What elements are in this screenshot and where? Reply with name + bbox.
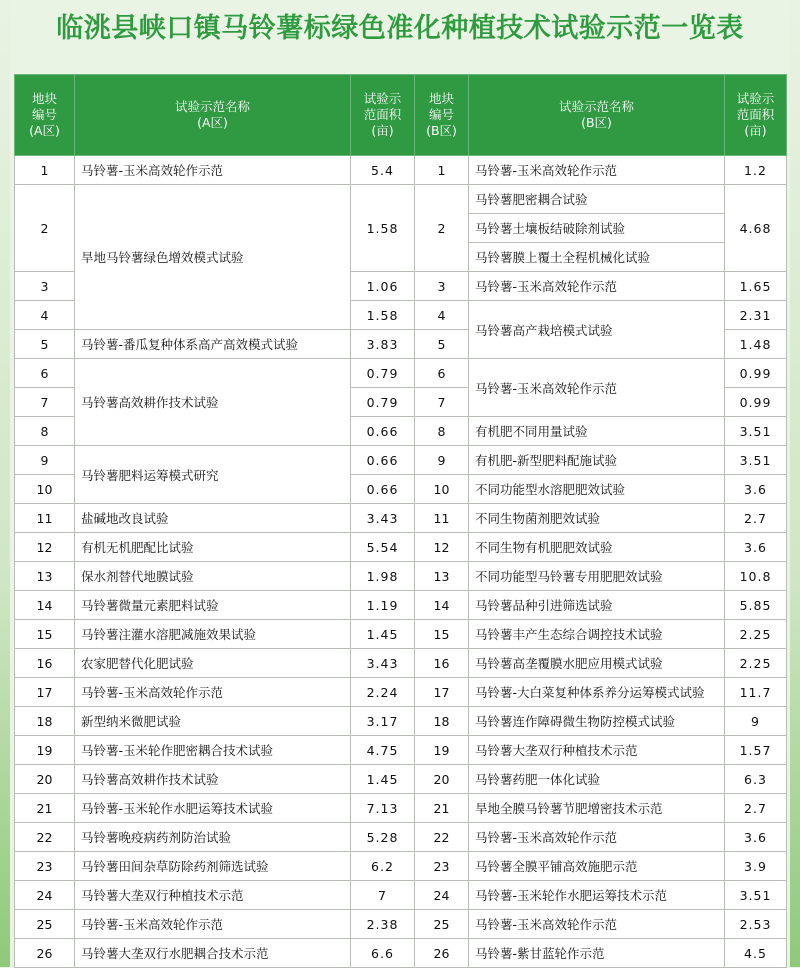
b-area-cell: 2.31: [725, 301, 787, 330]
a-area-cell: 3.83: [351, 330, 415, 359]
a-name-cell: 马铃薯注灌水溶肥减施效果试验: [75, 620, 351, 649]
b-area-cell: 1.57: [725, 736, 787, 765]
b-name-cell: 马铃薯-玉米高效轮作示范: [469, 272, 725, 301]
a-name-cell: 马铃薯晚疫病药剂防治试验: [75, 823, 351, 852]
b-id-cell: 11: [415, 504, 469, 533]
a-name-cell: 马铃薯-玉米轮作水肥运筹技术试验: [75, 794, 351, 823]
b-id-cell: 9: [415, 446, 469, 475]
b-area-cell: 5.85: [725, 591, 787, 620]
a-area-cell: 1.58: [351, 185, 415, 272]
a-area-cell: 0.66: [351, 475, 415, 504]
b-id-cell: 16: [415, 649, 469, 678]
b-area-cell: 3.9: [725, 852, 787, 881]
left-border-decoration: [0, 0, 10, 967]
a-id-cell: 6: [15, 359, 75, 388]
a-name-cell: 保水剂替代地膜试验: [75, 562, 351, 591]
table-row: [15, 620, 787, 649]
a-id-cell: 9: [15, 446, 75, 475]
a-area-cell: 3.43: [351, 504, 415, 533]
header-b-name: 试验示范名称 (B区): [469, 75, 725, 156]
a-id-cell: 16: [15, 649, 75, 678]
b-name-cell: 马铃薯-玉米高效轮作示范: [469, 823, 725, 852]
b-id-cell: 1: [415, 156, 469, 185]
header-a-area: 试验示 范面积 (亩): [351, 75, 415, 156]
a-id-cell: 11: [15, 504, 75, 533]
table-row: [15, 504, 787, 533]
a-area-cell: 1.19: [351, 591, 415, 620]
a-name-cell: 马铃薯微量元素肥料试验: [75, 591, 351, 620]
a-area-cell: 2.38: [351, 910, 415, 939]
a-area-cell: 0.66: [351, 417, 415, 446]
b-id-cell: 12: [415, 533, 469, 562]
a-area-cell: 1.98: [351, 562, 415, 591]
a-id-cell: 17: [15, 678, 75, 707]
a-name-cell: 马铃薯田间杂草防除药剂筛选试验: [75, 852, 351, 881]
b-name-cell: 不同生物有机肥肥效试验: [469, 533, 725, 562]
b-name-cell: 马铃薯膜上覆土全程机械化试验: [469, 243, 725, 272]
a-area-cell: 3.17: [351, 707, 415, 736]
b-area-cell: 1.48: [725, 330, 787, 359]
b-area-cell: 0.99: [725, 388, 787, 417]
a-id-cell: 21: [15, 794, 75, 823]
b-id-cell: 4: [415, 301, 469, 330]
a-id-cell: 12: [15, 533, 75, 562]
a-name-cell: 马铃薯大垄双行种植技术示范: [75, 881, 351, 910]
b-name-cell: 马铃薯-玉米高效轮作示范: [469, 359, 725, 417]
b-name-cell: 马铃薯丰产生态综合调控技术试验: [469, 620, 725, 649]
a-area-cell: 5.4: [351, 156, 415, 185]
table-row: [15, 765, 787, 794]
b-area-cell: 0.99: [725, 359, 787, 388]
a-id-cell: 3: [15, 272, 75, 301]
b-name-cell: 马铃薯高产栽培模式试验: [469, 301, 725, 359]
b-name-cell: 马铃薯肥密耦合试验: [469, 185, 725, 214]
b-id-cell: 22: [415, 823, 469, 852]
right-border-decoration: [790, 0, 800, 967]
b-name-cell: 有机肥-新型肥料配施试验: [469, 446, 725, 475]
b-name-cell: 马铃薯-紫甘蓝轮作示范: [469, 939, 725, 968]
a-id-cell: 22: [15, 823, 75, 852]
b-name-cell: 马铃薯连作障碍微生物防控模式试验: [469, 707, 725, 736]
a-id-cell: 25: [15, 910, 75, 939]
b-area-cell: 2.53: [725, 910, 787, 939]
a-id-cell: 2: [15, 185, 75, 272]
b-name-cell: 马铃薯高垄覆膜水肥应用模式试验: [469, 649, 725, 678]
a-id-cell: 4: [15, 301, 75, 330]
b-area-cell: 10.8: [725, 562, 787, 591]
a-area-cell: 1.45: [351, 620, 415, 649]
table-row: [15, 707, 787, 736]
a-id-cell: 24: [15, 881, 75, 910]
b-id-cell: 7: [415, 388, 469, 417]
a-area-cell: 0.79: [351, 359, 415, 388]
b-name-cell: 马铃薯药肥一体化试验: [469, 765, 725, 794]
b-area-cell: 3.6: [725, 823, 787, 852]
b-area-cell: 3.6: [725, 533, 787, 562]
a-area-cell: 5.28: [351, 823, 415, 852]
a-id-cell: 20: [15, 765, 75, 794]
a-name-cell: 马铃薯高效耕作技术试验: [75, 359, 351, 446]
table-row: [15, 910, 787, 939]
a-name-cell: 马铃薯高效耕作技术试验: [75, 765, 351, 794]
a-area-cell: 1.45: [351, 765, 415, 794]
b-area-cell: 9: [725, 707, 787, 736]
table-row: [15, 678, 787, 707]
a-id-cell: 5: [15, 330, 75, 359]
a-area-cell: 4.75: [351, 736, 415, 765]
b-id-cell: 17: [415, 678, 469, 707]
b-area-cell: 2.25: [725, 620, 787, 649]
b-id-cell: 3: [415, 272, 469, 301]
a-area-cell: 6.2: [351, 852, 415, 881]
a-name-cell: 有机无机肥配比试验: [75, 533, 351, 562]
a-id-cell: 1: [15, 156, 75, 185]
b-area-cell: 3.51: [725, 881, 787, 910]
page-title: 临洮县峡口镇马铃薯标绿色准化种植技术试验示范一览表: [56, 13, 744, 44]
a-name-cell: 马铃薯肥料运筹模式研究: [75, 446, 351, 504]
b-area-cell: 3.51: [725, 446, 787, 475]
b-name-cell: 马铃薯-大白菜复种体系养分运筹模式试验: [469, 678, 725, 707]
b-id-cell: 18: [415, 707, 469, 736]
a-area-cell: 7.13: [351, 794, 415, 823]
a-area-cell: 7: [351, 881, 415, 910]
b-id-cell: 26: [415, 939, 469, 968]
b-id-cell: 24: [415, 881, 469, 910]
a-id-cell: 13: [15, 562, 75, 591]
b-id-cell: 10: [415, 475, 469, 504]
b-area-cell: 2.25: [725, 649, 787, 678]
a-name-cell: 马铃薯-番瓜复种体系高产高效模式试验: [75, 330, 351, 359]
b-area-cell: 2.7: [725, 504, 787, 533]
a-name-cell: 盐碱地改良试验: [75, 504, 351, 533]
b-id-cell: 20: [415, 765, 469, 794]
table-row: [15, 881, 787, 910]
a-area-cell: 0.79: [351, 388, 415, 417]
table-row: [15, 591, 787, 620]
a-name-cell: 马铃薯-玉米高效轮作示范: [75, 910, 351, 939]
b-name-cell: 不同功能型水溶肥肥效试验: [469, 475, 725, 504]
b-id-cell: 2: [415, 185, 469, 272]
a-id-cell: 23: [15, 852, 75, 881]
a-area-cell: 1.58: [351, 301, 415, 330]
b-id-cell: 25: [415, 910, 469, 939]
a-area-cell: 1.06: [351, 272, 415, 301]
table-row: [15, 185, 787, 214]
b-name-cell: 马铃薯土壤板结破除剂试验: [469, 214, 725, 243]
b-id-cell: 5: [415, 330, 469, 359]
header-b-id: 地块 编号 (B区): [415, 75, 469, 156]
b-id-cell: 14: [415, 591, 469, 620]
b-area-cell: 3.51: [725, 417, 787, 446]
table-row: [15, 156, 787, 185]
a-id-cell: 7: [15, 388, 75, 417]
b-name-cell: 有机肥不同用量试验: [469, 417, 725, 446]
a-area-cell: 0.66: [351, 446, 415, 475]
b-area-cell: 6.3: [725, 765, 787, 794]
table-row: [15, 736, 787, 765]
a-name-cell: 旱地马铃薯绿色增效模式试验: [75, 185, 351, 330]
b-id-cell: 13: [415, 562, 469, 591]
a-id-cell: 10: [15, 475, 75, 504]
a-name-cell: 马铃薯大垄双行水肥耦合技术示范: [75, 939, 351, 968]
b-area-cell: 11.7: [725, 678, 787, 707]
a-id-cell: 8: [15, 417, 75, 446]
a-id-cell: 15: [15, 620, 75, 649]
table-row: [15, 939, 787, 968]
a-id-cell: 26: [15, 939, 75, 968]
b-area-cell: 1.65: [725, 272, 787, 301]
header-a-id: 地块 编号 (A区): [15, 75, 75, 156]
b-id-cell: 6: [415, 359, 469, 388]
a-name-cell: 马铃薯-玉米轮作肥密耦合技术试验: [75, 736, 351, 765]
table-row: [15, 446, 787, 475]
a-name-cell: 农家肥替代化肥试验: [75, 649, 351, 678]
b-area-cell: 2.7: [725, 794, 787, 823]
b-name-cell: 马铃薯-玉米轮作水肥运筹技术示范: [469, 881, 725, 910]
b-id-cell: 15: [415, 620, 469, 649]
header-b-area: 试验示 范面积 (亩): [725, 75, 787, 156]
header-a-name: 试验示范名称 (A区): [75, 75, 351, 156]
b-id-cell: 21: [415, 794, 469, 823]
b-name-cell: 不同生物菌剂肥效试验: [469, 504, 725, 533]
a-id-cell: 18: [15, 707, 75, 736]
b-id-cell: 8: [415, 417, 469, 446]
b-area-cell: 1.2: [725, 156, 787, 185]
b-id-cell: 23: [415, 852, 469, 881]
a-name-cell: 马铃薯-玉米高效轮作示范: [75, 678, 351, 707]
table-row: [15, 852, 787, 881]
b-area-cell: 3.6: [725, 475, 787, 504]
table-row: [15, 533, 787, 562]
b-area-cell: 4.68: [725, 185, 787, 272]
b-name-cell: 马铃薯-玉米高效轮作示范: [469, 156, 725, 185]
table-row: [15, 562, 787, 591]
b-id-cell: 19: [415, 736, 469, 765]
a-id-cell: 19: [15, 736, 75, 765]
a-area-cell: 5.54: [351, 533, 415, 562]
a-area-cell: 3.43: [351, 649, 415, 678]
table-row: [15, 823, 787, 852]
b-name-cell: 不同功能型马铃薯专用肥肥效试验: [469, 562, 725, 591]
b-name-cell: 马铃薯-玉米高效轮作示范: [469, 910, 725, 939]
b-name-cell: 马铃薯大垄双行种植技术示范: [469, 736, 725, 765]
demo-table: [14, 74, 787, 968]
b-name-cell: 马铃薯品种引进筛选试验: [469, 591, 725, 620]
b-name-cell: 马铃薯全膜平铺高效施肥示范: [469, 852, 725, 881]
table-header-row: [15, 75, 787, 156]
a-name-cell: 新型纳米微肥试验: [75, 707, 351, 736]
a-area-cell: 6.6: [351, 939, 415, 968]
table-row: [15, 649, 787, 678]
a-area-cell: 2.24: [351, 678, 415, 707]
table-row: [15, 794, 787, 823]
a-name-cell: 马铃薯-玉米高效轮作示范: [75, 156, 351, 185]
b-name-cell: 旱地全膜马铃薯节肥增密技术示范: [469, 794, 725, 823]
table-row: [15, 359, 787, 388]
a-id-cell: 14: [15, 591, 75, 620]
b-area-cell: 4.5: [725, 939, 787, 968]
